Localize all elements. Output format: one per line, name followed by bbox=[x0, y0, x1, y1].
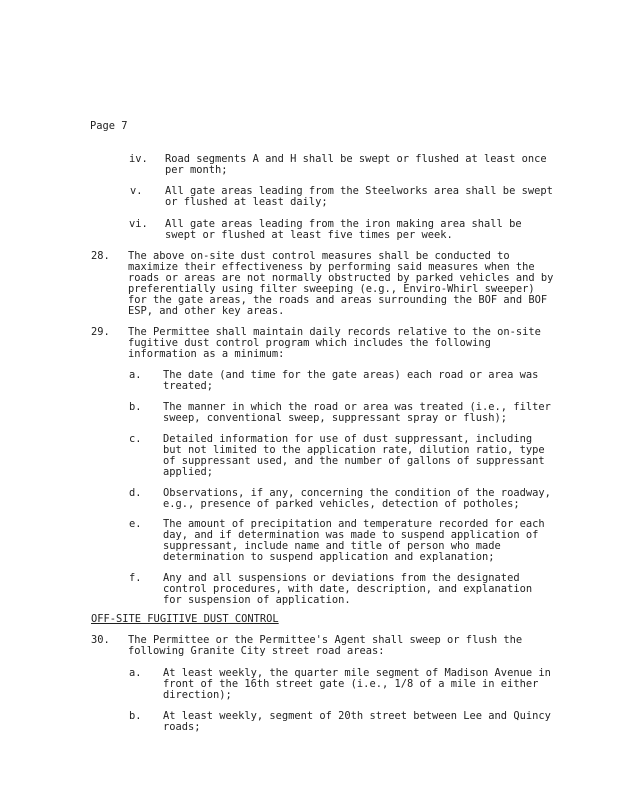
paragraph-line: ESP, and other key areas. bbox=[128, 305, 285, 317]
item-line: The date (and time for the gate areas) each road or area was bbox=[163, 369, 539, 381]
item-line: direction); bbox=[163, 689, 232, 701]
paragraph-line: preferentially using filter sweeping (e.g., Enviro-Whirl sweeper) bbox=[128, 283, 535, 295]
item-line: determination to suspend application and explanation; bbox=[163, 551, 495, 563]
item-line: for suspension of application. bbox=[163, 594, 351, 606]
item-line: treated; bbox=[163, 380, 214, 392]
item-line: of suppressant used, and the number of gallons of suppressant bbox=[163, 455, 545, 467]
item-line: The manner in which the road or area was treated (i.e., filter bbox=[163, 401, 551, 413]
item-line: At least weekly, segment of 20th street between Lee and Quincy bbox=[163, 710, 551, 722]
item-line: All gate areas leading from the iron making area shall be bbox=[165, 218, 522, 230]
item-line: applied; bbox=[163, 466, 214, 478]
item-line: per month; bbox=[165, 164, 228, 176]
section-heading: OFF-SITE FUGITIVE DUST CONTROL bbox=[91, 613, 279, 625]
paragraph-line: for the gate areas, the roads and areas surrounding the BOF and BOF bbox=[128, 294, 548, 306]
item-marker: e. bbox=[129, 518, 142, 530]
item-line: At least weekly, the quarter mile segment of Madison Avenue in bbox=[163, 667, 551, 679]
paragraph-line: information as a minimum: bbox=[128, 348, 285, 360]
item-marker: iv. bbox=[129, 153, 148, 165]
item-line: The amount of precipitation and temperature recorded for each bbox=[163, 518, 545, 530]
item-line: Road segments A and H shall be swept or flushed at least once bbox=[165, 153, 547, 165]
item-line: swept or flushed at least five times per week. bbox=[165, 229, 453, 241]
page-label: Page 7 bbox=[90, 120, 128, 132]
item-marker: b. bbox=[129, 401, 142, 413]
paragraph-number: 29. bbox=[91, 326, 110, 338]
paragraph-line: fugitive dust control program which includes the following bbox=[128, 337, 491, 349]
item-line: day, and if determination was made to suspend application of bbox=[163, 529, 539, 541]
paragraph-line: The Permittee or the Permittee's Agent shall sweep or flush the bbox=[128, 634, 523, 646]
paragraph-line: maximize their effectiveness by performing said measures when the bbox=[128, 261, 535, 273]
item-line: Any and all suspensions or deviations from the designated bbox=[163, 572, 520, 584]
item-line: Detailed information for use of dust suppressant, including bbox=[163, 433, 533, 445]
item-line: front of the 16th street gate (i.e., 1/8 of a mile in either bbox=[163, 678, 539, 690]
paragraph-number: 28. bbox=[91, 250, 110, 262]
item-line: e.g., presence of parked vehicles, detection of potholes; bbox=[163, 498, 520, 510]
item-line: control procedures, with date, description, and explanation bbox=[163, 583, 533, 595]
item-marker: v. bbox=[130, 185, 143, 197]
item-marker: a. bbox=[129, 369, 142, 381]
item-marker: f. bbox=[129, 572, 142, 584]
paragraph-line: The Permittee shall maintain daily records relative to the on-site bbox=[128, 326, 541, 338]
paragraph-number: 30. bbox=[91, 634, 110, 646]
item-marker: vi. bbox=[129, 218, 148, 230]
paragraph-line: roads or areas are not normally obstructed by parked vehicles and by bbox=[128, 272, 554, 284]
item-line: sweep, conventional sweep, suppressant spray or flush); bbox=[163, 412, 508, 424]
item-marker: c. bbox=[129, 433, 142, 445]
item-line: All gate areas leading from the Steelworks area shall be swept bbox=[165, 185, 553, 197]
item-line: suppressant, include name and title of person who made bbox=[163, 540, 501, 552]
item-line: but not limited to the application rate, dilution ratio, type bbox=[163, 444, 545, 456]
item-marker: d. bbox=[129, 487, 142, 499]
paragraph-line: following Granite City street road areas: bbox=[128, 645, 385, 657]
item-line: roads; bbox=[163, 721, 201, 733]
item-marker: a. bbox=[129, 667, 142, 679]
item-marker: b. bbox=[129, 710, 142, 722]
item-line: or flushed at least daily; bbox=[165, 196, 328, 208]
paragraph-line: The above on-site dust control measures shall be conducted to bbox=[128, 250, 510, 262]
item-line: Observations, if any, concerning the condition of the roadway, bbox=[163, 487, 551, 499]
